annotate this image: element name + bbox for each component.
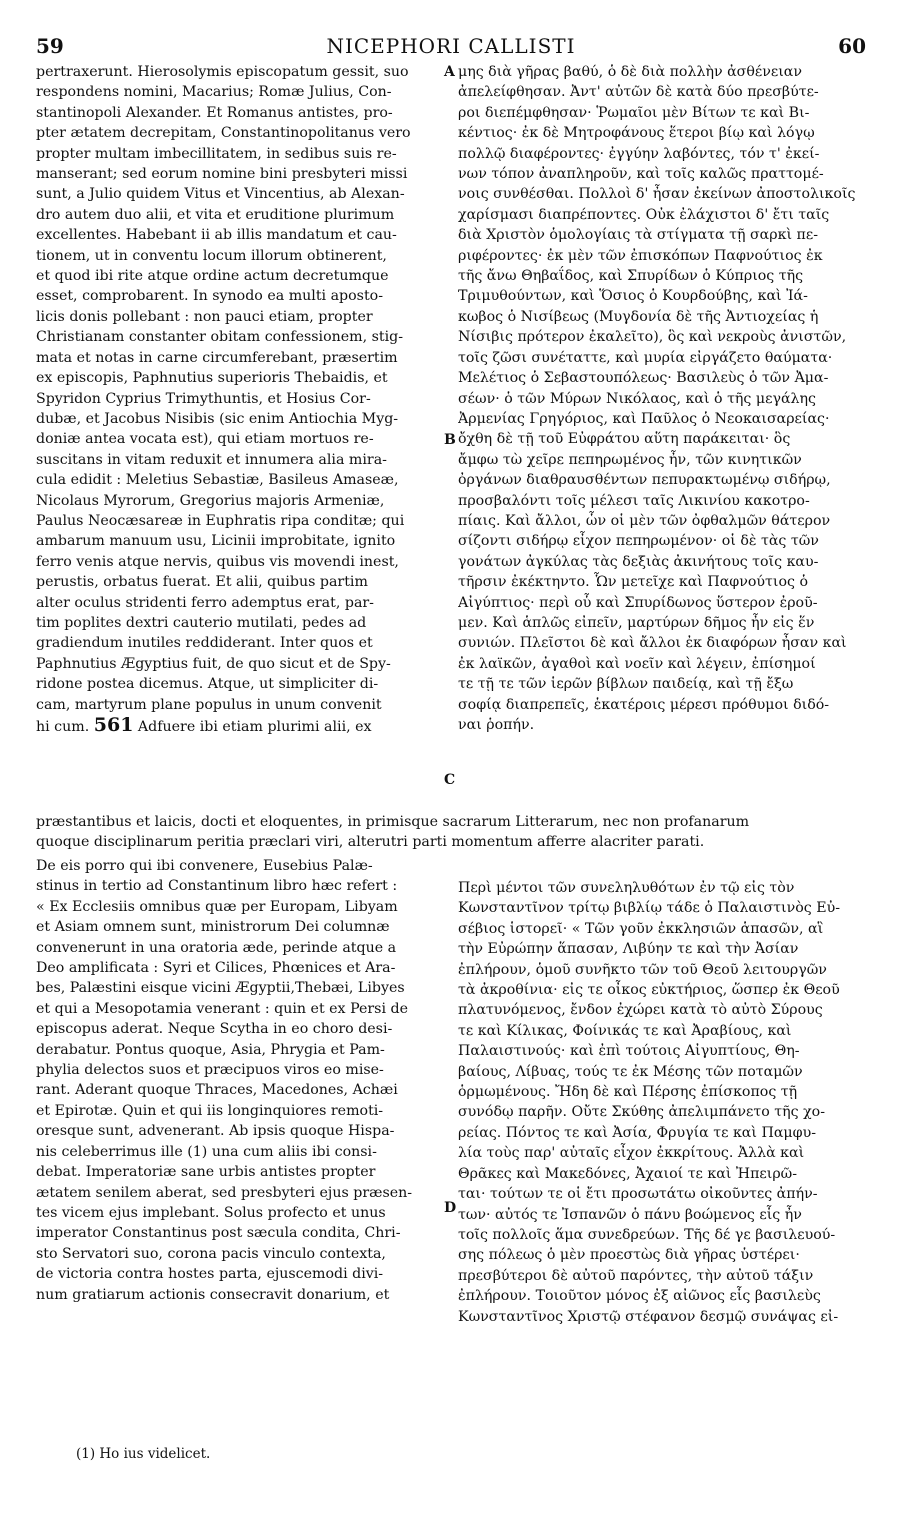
text-line: imperator Constantinus post sæcula condita, Chri- [36,1225,401,1242]
text-line: Ἀρμενίας Γρηγόριος, καὶ Παῦλος ὁ Νεοκαισαρείας· [458,410,830,427]
text-line: licis donis pollebant : non pauci etiam, propter [36,308,373,325]
section-marker-a: A [444,64,455,80]
text-line: esset, comprobarent. In synodo ea multi aposto- [36,288,383,305]
text-line: debat. Imperatoriæ sane urbis antistes propter [36,1164,376,1181]
text-line: nis celeberrimus ille (1) una cum aliis ibi consi- [36,1143,377,1160]
text-line: cam, martyrum plane populus in unum convenit [36,696,382,713]
text-line: Nicolaus Myrorum, Gregorius majoris Armeniæ, [36,492,385,509]
text-line: bes, Palæstini eisque vicini Ægyptii,Thebæi, Libyes [36,980,405,997]
text-line: ex episcopis, Paphnutius superioris Thebaidis, et [36,370,388,387]
text-line: Παλαιστινούς· καὶ ἐπὶ τούτοις Αἰγυπτίους, Θη- [458,1043,800,1060]
text-line: episcopus aderat. Neque Scytha in eo choro desi- [36,1021,393,1038]
text-line: et quod ibi rite atque ordine actum decretumque [36,268,389,285]
text-line: ætatem senilem aberat, sed presbyteri ejus præsen- [36,1184,413,1201]
text-line: dubæ, et Jacobus Nisibis (sic enim Antiochia Myg- [36,410,399,427]
text-line: alter oculus stridenti ferro ademptus erat, par- [36,594,374,611]
text-line: ferro venis atque nervis, quibus vis movendi inest, [36,553,399,570]
text-line: pertraxerunt. Hierosolymis episcopatum gessit, suo [36,64,409,80]
section-marker-b: B [444,432,456,448]
text-line: ὄχθη δὲ τῇ τοῦ Εὐφράτου αὕτη παράκειται· ὃς [458,431,791,448]
text-line: ambarum manuum usu, Licinii improbitate, ignito [36,533,396,550]
text-line: Κωνσταντῖνον τρίτῳ βιβλίῳ τάδε ὁ Παλαιστινὸς Εὐ- [458,900,840,917]
text-line: gradiendum inutiles reddiderant. Inter quos et [36,635,373,652]
text-line: τε τῇ τε τῶν ἱερῶν βίβλων παιδείᾳ, καὶ τῇ ἔξω [458,676,794,693]
text-line: ριφέροντες· ἐκ μὲν τῶν ἐπισκόπων Παφνούτιος ἐκ [458,247,823,264]
greek-column-lower [458,878,870,1327]
text-line: Τριμυθούντων, καὶ Ὅσιος ὁ Κουρδούβης, καὶ Ἰά- [458,288,808,305]
text-line: excellentes. Habebant ii ab illis mandatum et cau- [36,227,397,244]
text-line: σέβιος ἱστορεῖ· « Τῶν γοῦν ἐκκλησιῶν ἁπασῶν, αἳ [458,920,824,937]
text-line: cula edidit : Meletius Sebastiæ, Basileus Amaseæ, [36,472,399,489]
text-line: Νίσιβις πρότερον ἐκαλεῖτο), ὃς καὶ νεκροὺς ἀνιστῶν, [458,329,847,346]
text-line: num gratiarum actionis consecravit donarium, et [36,1286,390,1303]
text-line: τε καὶ Κίλικας, Φοίνικάς τε καὶ Ἀραβίους, καὶ [458,1022,792,1039]
text-line: μης διὰ γῆρας βαθύ, ὁ δὲ διὰ πολλὴν ἀσθένειαν [458,64,802,80]
text-fragment: Adfuere ibi etiam plurimi alii, ex [133,719,372,735]
text-line: doniæ antea vocata est), qui etiam mortuos re- [36,431,374,448]
text-line: ἐκ λαϊκῶν, ἀγαθοὶ καὶ νοεῖν καὶ λέγειν, ἐπίσημοί [458,655,816,672]
text-line: χαρίσμασι διαπρέποντες. Οὐκ ἐλάχιστοι δ' ἔτι ταῖς [458,206,830,223]
text-line: πολλῷ διαφέροντες· ἐγγύην λαβόντες, τόν τ' ἐκεί- [458,145,820,162]
text-line: rant. Aderant quoque Thraces, Macedones, Achæi [36,1082,398,1099]
text-line: μεν. Καὶ ἁπλῶς εἰπεῖν, μαρτύρων δῆμος ἦν εἰς ἕν [458,614,815,631]
text-fragment: hi cum. [36,719,94,735]
text-line: κωβος ὁ Νισίβεως (Μυγδονία δὲ τῆς Ἀντιοχείας ἡ [458,308,819,325]
text-line: ἐπλήρουν. Τοιοῦτον μόνος ἐξ αἰῶνος εἷς βασιλεὺς [458,1288,821,1305]
latin-column-upper [36,62,442,737]
text-line: stantinopoli Alexander. Et Romanus antistes, pro- [36,104,393,121]
text-line: σοφίᾳ διαπρεπεῖς, ἑκατέροις μέρεσι πρόθυμοι διδό- [458,696,830,713]
text-line: oresque sunt, advenerant. Ab ipsis quoque Hispa- [36,1123,395,1140]
text-line: λία τοὺς παρ' αὐταῖς εἶχον ἐκκρίτους. Ἀλλὰ καὶ [458,1145,805,1162]
text-line: Μελέτιος ὁ Σεβαστουπόλεως· Βασιλεὺς ὁ τῶν Ἀμα- [458,370,829,387]
text-line: πίαις. Καὶ ἄλλοι, ὧν οἱ μὲν τῶν ὀφθαλμῶν θάτερον [458,512,831,529]
text-line: phylia delectos suos et præcipuos viros eo mise- [36,1062,384,1079]
text-line: præstantibus et laicis, docti et eloquentes, in primisque sacrarum Litterarum, nec non profanarum [36,814,750,830]
text-line: « Ex Ecclesiis omnibus quæ per Europam, Libyam [36,898,398,915]
text-line: perustis, orbatus fuerat. Et alii, quibus partim [36,574,368,591]
text-line: προσβαλόντι τοῖς μέλεσι ταῖς Λικινίου κακοτρο- [458,492,810,509]
text-line: πλατυνόμενος, ἔνδον ἐχώρει κατὰ τὸ αὐτὸ Σύρους [458,1002,823,1019]
text-line: De eis porro qui ibi convenere, Eusebius Palæ- [36,858,373,874]
text-line: convenerunt in una oratoria æde, perinde atque a [36,939,397,956]
text-line: sunt, a Julio quidem Vitus et Vincentius, ab Alexan- [36,186,405,203]
text-line: et qui a Mesopotamia venerant : quin et ex Persi de [36,1000,408,1017]
text-line: Θρᾶκες καὶ Μακεδόνες, Ἀχαιοί τε καὶ Ἠπειρῶ- [458,1165,798,1182]
text-line: σης πόλεως ὁ μὲν προεστὼς διὰ γῆρας ὑστέρει· [458,1247,800,1264]
text-line: ροι διεπέμφθησαν· Ῥωμαῖοι μὲν Βίτων τε καὶ Βι- [458,104,810,121]
text-line: τὴν Εὐρώπην ἅπασαν, Λιβύην τε καὶ τὴν Ἀσίαν [458,941,799,958]
text-line: tionem, ut in conventu locum illorum obtinerent, [36,247,387,264]
text-line: stinus in tertio ad Constantinum libro hæc refert : [36,878,398,895]
text-line: συνιών. Πλεῖστοι δὲ καὶ ἄλλοι ἐκ διαφόρων ἦσαν καὶ [458,635,847,652]
text-line: νων τόπον ἀναπληροῦν, καὶ τοῖς καλῶς πραττομέ- [458,166,824,183]
footnote: (1) Ho ius videlicet. [76,1446,211,1462]
text-line: συνόδῳ παρῆν. Οὔτε Σκύθης ἀπελιμπάνετο τῆς χο- [458,1104,826,1121]
text-line: mata et notas in carne circumferebant, præsertim [36,349,398,366]
section-marker-d: D [444,1200,457,1216]
page-header [36,34,866,62]
text-line: derabatur. Pontus quoque, Asia, Phrygia et Pam- [36,1041,385,1058]
text-line: βαίους, Λίβυας, τούς τε ἐκ Μέσης τῶν ποταμῶν [458,1063,803,1080]
text-line: suscitans in vitam reduxit et innumera alia mira- [36,451,387,468]
text-line: Αἰγύπτιος· περὶ οὗ καὶ Σπυρίδωνος ὕστερον ἐροῦ- [458,594,818,611]
text-line: ἐπλήρουν, ὁμοῦ συνῆκτο τῶν τοῦ Θεοῦ λειτουργῶν [458,961,827,978]
text-line: τοῖς πολλοῖς ἅμα συνεδρεύων. Τῆς δέ γε βασιλευού- [458,1226,836,1243]
text-line: respondens nomini, Macarius; Romæ Julius, Con- [36,84,392,101]
text-line: κέντιος· ἐκ δὲ Μητροφάνους ἕτεροι βίῳ καὶ λόγῳ [458,125,815,142]
text-line: ναι ῥοπήν. [458,717,535,733]
text-line: τοῖς ζῶσι συνέταττε, καὶ μυρία εἰργάζετο θαύματα· [458,349,833,366]
greek-column-upper [458,62,870,735]
text-line: ridone postea dicemus. Atque, ut simpliciter di- [36,676,379,693]
text-line: sto Servatori suo, corona pacis vinculo contexta, [36,1245,386,1262]
text-line: των· αὐτός τε Ἰσπανῶν ὁ πάνυ βοώμενος εἷς ἦν [458,1206,802,1223]
text-line: Deo amplificata : Syri et Cilices, Phœnices et Ara- [36,960,396,977]
text-line: manserant; sed eorum nomine bini presbyteri missi [36,166,408,183]
text-line: ὁρμωμένους. Ἤδη δὲ καὶ Πέρσης ἐπίσκοπος τῇ [458,1084,798,1101]
text-line: σίζοντι σιδήρῳ εἶχον πεπηρωμένον· οἱ δὲ τὰς τῶν [458,533,819,550]
full-width-text [36,812,870,853]
text-line: πρεσβύτεροι δὲ αὐτοῦ παρόντες, τὴν αὐτοῦ τάξιν [458,1267,814,1284]
text-line: et Epirotæ. Quin et qui iis longinquiores remoti- [36,1102,384,1119]
text-line: διὰ Χριστὸν ὁμολογίαις τὰ στίγματα τῇ σαρκὶ πε- [458,227,819,244]
text-line: Spyridon Cyprius Trimythuntis, et Hosius Cor- [36,390,371,407]
section-number: 561 [93,715,134,736]
text-line: Περὶ μέντοι τῶν συνεληλυθότων ἐν τῷ εἰς τὸν [458,880,795,896]
text-line: ὀργάνων διαθραυσθέντων πεπυρακτωμένῳ σιδήρῳ, [458,472,831,489]
text-line: νοις συνθέσθαι. Πολλοὶ δ' ἦσαν ἐκείνων ἀποστολικοῖς [458,186,856,203]
text-line: ρείας. Πόντος τε καὶ Ἀσία, Φρυγία τε καὶ Παμφυ- [458,1124,816,1141]
text-line: Paulus Neocæsareæ in Euphratis ripa conditæ; qui [36,512,405,529]
text-line: dro autem duo alii, et vita et eruditione plurimum [36,206,395,223]
text-line: Κωνσταντῖνος Χριστῷ στέφανον δεσμῷ συνάψας εἰ- [458,1308,839,1325]
text-line: Christianam constanter obitam confessionem, stig- [36,329,404,346]
text-line [36,715,442,737]
section-marker-c: C [444,772,456,788]
text-line: Paphnutius Ægyptius fuit, de quo sicut et de Spy- [36,655,391,672]
latin-column-lower [36,856,442,1305]
text-line: pter ætatem decrepitam, Constantinopolitanus vero [36,125,411,142]
text-line: τὰ ἀκροθίνια· εἰς τε οἶκος εὐκτήριος, ὥσπερ ἐκ Θεοῦ [458,982,840,999]
text-line: ται· τούτων τε οἱ ἔτι προσωτάτω οἰκοῦντες ἀπήν- [458,1186,818,1203]
text-line: ἄμφω τὼ χεῖρε πεπηρωμένος ἦν, τῶν κινητικῶν [458,451,802,468]
text-line: τῆρσιν ἐκέκτηντο. Ὧν μετεῖχε καὶ Παφνούτιος ὁ [458,574,808,591]
text-line: τῆς ἄνω Θηβαΐδος, καὶ Σπυρίδων ὁ Κύπριος τῆς [458,268,804,285]
text-line: tes vicem ejus implebant. Solus profecto et unus [36,1204,386,1221]
text-line: propter multam imbecillitatem, in sedibus suis re- [36,145,397,162]
text-line: quoque disciplinarum peritia præclari viri, alterutri parti momentum afferre alacriter parati. [36,834,705,851]
text-line: et Asiam omnem sunt, ministrorum Dei columnæ [36,919,390,936]
page-number-right: 60 [838,34,866,58]
text-line: de victoria contra hostes parta, ejuscemodi divi- [36,1266,384,1283]
text-line: γονάτων ἀγκύλας τὰς δεξιὰς ἀκινήτους τοῖς καυ- [458,553,819,570]
text-line: ἀπελείφθησαν. Ἀντ' αὐτῶν δὲ κατὰ δύο πρεσβύτε- [458,84,819,101]
text-line: σέων· ὁ τῶν Μύρων Νικόλαος, καὶ ὁ τῆς μεγάλης [458,390,816,407]
running-title: NICEPHORI CALLISTI [326,34,576,58]
text-line: tim poplites dextri cauterio mutilati, pedes ad [36,614,367,631]
page-number-left: 59 [36,34,64,58]
